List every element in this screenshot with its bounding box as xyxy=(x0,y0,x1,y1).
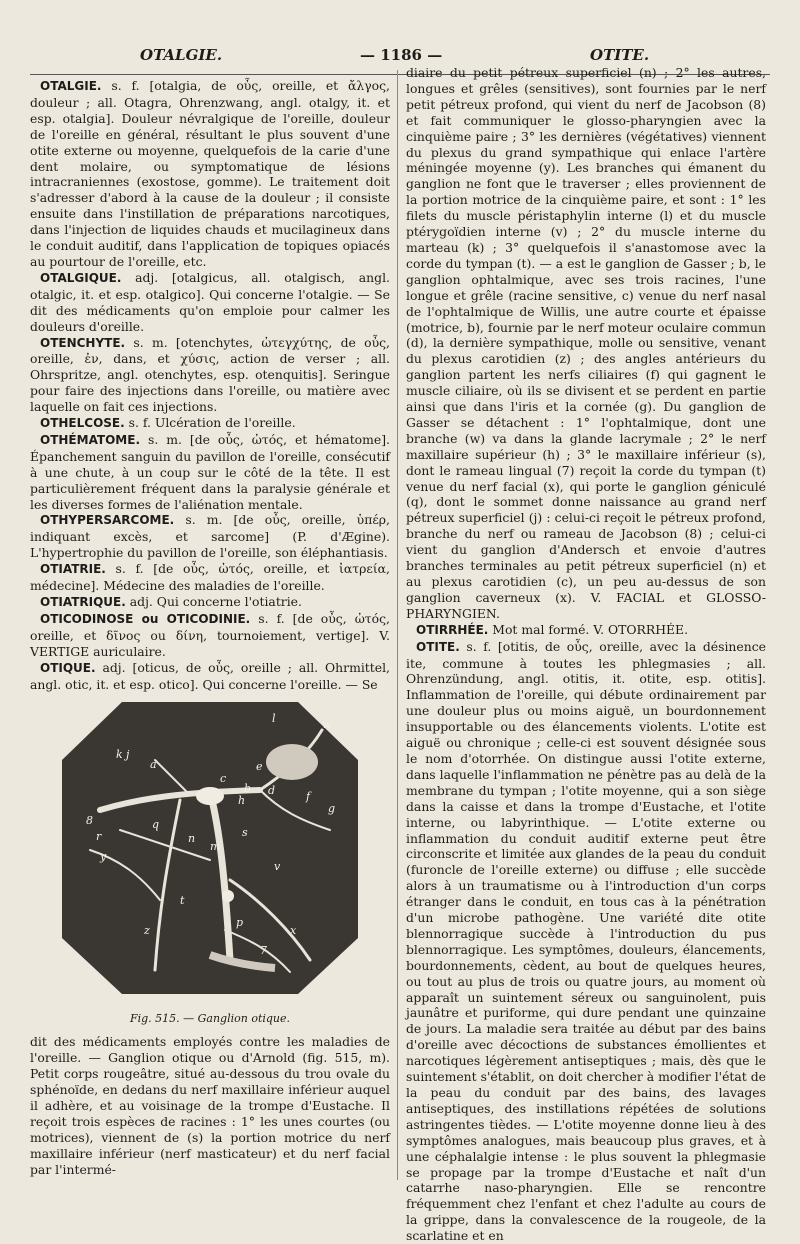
label-m: m xyxy=(210,840,221,854)
ganglion-otique-illustration xyxy=(60,700,360,996)
entry-text: s. f. [otalgia, de οὖς, oreille, et ἄλγος, douleur ; all. Otagra, Ohrenzwang, angl. otalgy, it. et esp. otalgia]. Douleur névralgique de l'oreille, douleur de l'oreille en général, résultant le plus souvent d'une otite externe ou moyenne, quelquefois de la carie d'une dent molaire, ou symptomatique de lésions intracraniennes (exostose, gomme). Le traitement doit s'adresser d'abord à la cause de la douleur ; il consiste ensuite dans l'instillation de préparations narcotiques, dans l'injection de liquides chauds et mucilagineux dans le conduit auditif, dans l'application de topiques opiacés au pourtour de l'oreille, etc. xyxy=(30,78,390,269)
headword: OTENCHYTE. xyxy=(40,335,126,350)
ganglion-description: diaire du petit pétreux superficiel (n) ; 2° les autres, longues et grêles (sensitives), sont fournies par le nerf petit pétreux profond, qui vient du nerf de Jacobson (8) et fait communiquer le glosso-pharyngien avec la cinquième paire ; 3° les dernières (végétatives) viennent du plexus du grand sympathique qui enlace l'artère méningée moyenne (y). Les branches qui émanent du ganglion ne font que le traverser ; elles proviennent de la portion motrice de la cinquième paire, et sont : 1° les filets du muscle péristaphylin interne (l) et du muscle ptérygoïdien interne (v) ; 2° du muscle interne du marteau (k) ; 3° quelquefois il s'anastomose avec la corde du tympan (t). — a est le ganglion de Gasser ; b, le ganglion ophtalmique, avec ses trois racines, l'une longue et grêle (racine sensitive, c) venue du nerf nasal de l'ophtalmique de Willis, une autre courte et épaisse (motrice, b), fournie par le nerf moteur oculaire commun (d), la dernière sympathique, molle ou sensitive, venant du plexus carotidien (z) ; des angles antérieurs du ganglion partent les nerfs ciliaires (f) qui gagnent le muscle ciliaire, où ils se divisent et se perdent en partie ainsi que dans l'iris et la cornée (g). Du ganglion de Gasser se détachent : 1° l'ophtalmique, dont une branche (w) va dans la glande lacrymale ; 2° le nerf maxillaire supérieur (h) ; 3° le maxillaire inférieur (s), dont le rameau lingual (7) reçoit la corde du tympan (t) venue du nerf facial (x), qui porte le ganglion géniculé (q), dont le sommet donne naissance au grand nerf pétreux superficiel (j) : celui-ci reçoit le pétreux profond, branche du nerf ou rameau de Jacobson (8) ; celui-ci vient du ganglion d'Andersch et envoie d'autres branches terminales au petit pétreux superficiel (n) et au plexus carotidien (c), un peu au-dessus de son ganglion caverneux (x). V. FACIAL et GLOSSO-PHARYNGIEN. xyxy=(406,65,766,621)
headword: OTIRRHÉE. xyxy=(416,622,489,637)
label-g: g xyxy=(328,802,336,816)
entry-oticodinose xyxy=(30,611,390,660)
label-p: p xyxy=(236,916,244,930)
entry-othelcose xyxy=(30,415,390,432)
entry-otite xyxy=(406,639,766,1244)
label-d: d xyxy=(268,784,276,798)
headword: OTHYPERSARCOME. xyxy=(40,513,175,528)
headword: OTHELCOSE. xyxy=(40,416,125,431)
entry-otiatrie xyxy=(30,561,390,594)
entry-otique xyxy=(30,660,390,693)
label-c: c xyxy=(220,772,227,786)
headword: OTALGIE. xyxy=(40,79,102,93)
entry-otenchyte xyxy=(30,335,390,416)
label-b: b xyxy=(244,782,252,796)
label-x: x xyxy=(290,924,297,938)
entry-text: s. f. Ulcération de l'oreille. xyxy=(124,415,296,431)
label-s: s xyxy=(242,826,248,840)
headword: OTHÉMATOME. xyxy=(40,432,141,447)
entry-otique-continued: dit des médicaments employés contre les maladies de l'oreille. — Ganglion otique ou d'Arnold (fig. 515, m). Petit corps rougeâtre, situé au-dessous du trou ovale du sphénoïde, en dedans du nerf maxillaire inférieur auquel il adhère, et au voisinage de la trompe d'Eustache. Il reçoit trois espèces de racines : 1° les unes courtes (ou motrices), viennent de (s) la portion motrice du nerf maxillaire inférieur (nerf masticateur) et du nerf facial par l'intermé- xyxy=(30,1034,390,1177)
column-divider xyxy=(397,70,398,1180)
header-left-word: OTALGIE. xyxy=(140,46,223,64)
label-z: z xyxy=(144,924,150,938)
entry-text: s. m. [otenchytes, ὠτεγχύτης, de οὖς, oreille, ἐν, dans, et χύσις, action de verser ; all. Ohrspritze, angl. otenchytes, esp. otenquitis]. Seringue pour faire des injections dans l'oreille, ou matière avec laquelle on fait ces injections. xyxy=(30,334,390,415)
label-h: h xyxy=(238,794,246,808)
label-t: t xyxy=(180,894,185,908)
entry-othematome xyxy=(30,432,390,513)
entry-otalgique xyxy=(30,270,390,335)
page-number: — 1186 — xyxy=(360,46,443,64)
label-l: l xyxy=(272,712,276,726)
entry-text: adj. [otalgicus, all. otalgisch, angl. otalgic, it. et esp. otalgico]. Qui concerne l'otalgie. — Se dit des médicaments qu'on emploie pour calmer les douleurs d'oreille. xyxy=(30,269,390,334)
label-k: k xyxy=(116,748,123,762)
headword: OTIATRIQUE. xyxy=(40,595,126,609)
entry-text: adj. Qui concerne l'otiatrie. xyxy=(125,594,302,609)
entry-text: s. f. [otitis, de οὖς, oreille, avec la désinence ite, commune à toutes les phlegmasies ; all. Ohrenzündung, angl. otitis, it. otite, esp. otitis]. Inflammation de l'oreille, qui débute ordinairement par une douleur plus ou moins aiguë, un bourdonnement insupportable ou des élancements violents. L'otite est aiguë ou chronique ; celle-ci est souvent désignée sous le nom d'otorrhée. On distingue aussi l'otite externe, dans laquelle l'inflammation ne pénètre pas au delà de la membrane du tympan ; l'otite moyenne, qui a son siège dans la caisse et dans la trompe d'Eustache, et l'otite interne, ou labyrinthique. — L'otite externe ou inflammation du conduit auditif externe peut être circonscrite et limitée aux glandes de la peau du conduit (furoncle de l'oreille externe) ou diffuse ; elle succède alors à un traumatisme ou à l'introduction d'un corps étranger dans le conduit, en tous cas à la pénétration d'un microbe pathogène. Une variété dite otite blennorragique succède à l'introduction du pus blennorragique. Les symptômes, douleurs, élancements, bourdonnements, cèdent, au bout de quelques heures, ou tout au plus de trois ou quatre jours, au moment où apparaît un suintement séreux ou sanguinolent, puis jaunâtre et puriforme, qui dure pendant une quinzaine de jours. La maladie sera traitée au début par des bains d'oreille avec décoctions de substances émollientes et narcotiques légèrement antiseptiques ; mais, dès que le suintement s'établit, on doit chercher à modifier l'état de la peau du conduit par des bains, des lavages antiseptiques, des instillations répétées de solutions astringentes tièdes. — L'otite moyenne donne lieu à des symptômes analogues, mais beaucoup plus graves, et à une céphalalgie intense : le plus souvent la phlegmasie se propage par la trompe d'Eustache et naît d'un catarrhe naso-pharyngien. Elle se rencontre fréquemment chez l'enfant et chez l'adulte au cours de la grippe, dans la convalescence de la rougeole, de la scarlatine et en xyxy=(406,638,766,1244)
label-8: 8 xyxy=(86,814,93,828)
label-a: a xyxy=(150,758,157,772)
label-j: j xyxy=(126,748,130,762)
label-w: w xyxy=(322,718,332,732)
entry-othypersarcome xyxy=(30,512,390,561)
entry-otiatrique xyxy=(30,594,390,611)
entry-text: s. f. [de οὖς, ὠτός, oreille, et ἰατρεία, médecine]. Médecine des maladies de l'oreille. xyxy=(30,561,390,594)
headword: OTALGIQUE. xyxy=(40,270,122,285)
left-column xyxy=(30,78,390,1178)
label-r: r xyxy=(96,830,102,844)
label-y: y xyxy=(100,850,107,864)
entry-otirrhee xyxy=(406,622,766,639)
label-v: v xyxy=(274,860,281,874)
headword: OTIQUE. xyxy=(40,660,96,675)
entry-text: s. m. [de οὖς, oreille, ὑπέρ, indiquant excès, et sarcome] (P. d'Ægine). L'hypertrophie du pavillon de l'oreille, son éléphantiasis. xyxy=(30,512,390,561)
label-q: q xyxy=(152,818,160,832)
entry-text: s. f. [de οὖς, ὠτός, oreille, et δῖνος ou δίνη, tournoiement, vertige]. V. VERTIGE auriculaire. xyxy=(30,610,390,659)
right-column xyxy=(406,65,766,1244)
headword: OTICODINOSE ou OTICODINIE. xyxy=(40,611,251,626)
headword: OTITE. xyxy=(416,639,460,654)
label-f: f xyxy=(306,790,311,804)
label-e: e xyxy=(256,760,263,774)
entry-otalgie xyxy=(30,78,390,270)
label-n: n xyxy=(188,832,196,846)
header-right-word: OTITE. xyxy=(590,46,650,64)
entry-text: s. m. [de οὖς, ὠτός, et hématome]. Épanchement sanguin du pavillon de l'oreille, consécutif à une chute, à un coup sur le côté de la tête. Il est particulièrement fréquent dans la paralysie générale et les diverses formes de l'aliénation mentale. xyxy=(30,431,390,512)
figure-515 xyxy=(30,700,390,1028)
label-7: 7 xyxy=(260,944,267,958)
entry-text: Mot mal formé. V. OTORRHÉE. xyxy=(488,621,689,637)
figure-caption: Fig. 515. — Ganglion otique. xyxy=(129,1011,291,1025)
headword: OTIATRIE. xyxy=(40,562,106,577)
entry-text: adj. [oticus, de οὖς, oreille ; all. Ohrmittel, angl. otic, it. et esp. otico]. Qui concerne l'oreille. — Se xyxy=(30,659,390,692)
